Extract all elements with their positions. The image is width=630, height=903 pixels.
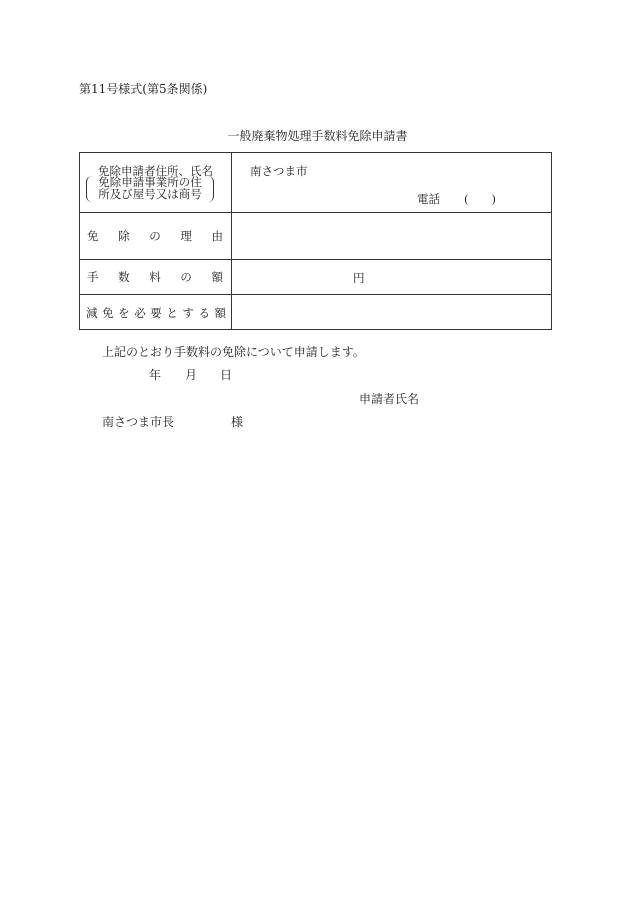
reduction-label-char: る (198, 305, 210, 320)
reduction-label-char: と (166, 305, 178, 320)
applicant-name-label: 申請者氏名 (359, 392, 420, 406)
document-title: 一般廃棄物処理手数料免除申請書 (227, 129, 408, 143)
phone-parentheses: ( ) (464, 192, 496, 206)
reduction-label (80, 295, 231, 330)
fee-label-char: 料 (149, 270, 161, 284)
honorific: 様 (231, 415, 244, 429)
date-year: 年 (149, 368, 162, 382)
phone-label: 電話 (417, 192, 440, 206)
application-form-table (79, 152, 552, 330)
addressee: 南さつま市長 (102, 415, 175, 429)
fee-label (80, 260, 231, 294)
reduction-label-char: 減 (86, 305, 98, 320)
reduction-label-char: す (182, 305, 194, 320)
reason-label-char: 除 (118, 229, 130, 243)
reason-label-char: の (149, 229, 161, 243)
applicant-label-main: 免除申請者住所、氏名 (98, 164, 213, 178)
reduction-label-char: 額 (214, 305, 226, 320)
application-statement: 上記のとおり手数料の免除について申請します。 (102, 345, 365, 359)
reduction-label-cell (80, 295, 231, 330)
fee-label-char: 数 (118, 270, 130, 284)
reduction-label-char: 免 (102, 305, 114, 320)
reason-label-cell (80, 213, 231, 259)
reduction-label-char: 要 (150, 305, 162, 320)
fee-label-char: の (180, 270, 192, 284)
reason-label-char: 理 (180, 229, 192, 243)
applicant-label-bracket (86, 176, 214, 202)
reduction-label-char: 必 (134, 305, 146, 320)
reduction-label-char: を (118, 305, 130, 320)
fee-label-cell (80, 260, 231, 294)
fee-label-char: 手 (87, 270, 99, 284)
fee-label-char: 額 (211, 270, 223, 284)
applicant-label-cell (80, 153, 231, 212)
reason-label-char: 由 (211, 229, 223, 243)
date-month: 月 (185, 368, 198, 382)
column-divider (231, 153, 232, 329)
date-day: 日 (220, 368, 233, 382)
fee-unit: 円 (353, 271, 365, 285)
reason-label-char: 免 (87, 229, 99, 243)
applicant-label-bracket-line1: 免除申請事業所の住 (98, 175, 202, 189)
applicant-label-bracket-line2: 所及び屋号又は商号 (98, 187, 202, 201)
applicant-address-value: 南さつま市 (250, 164, 308, 178)
form-number: 第11号様式(第5条関係) (79, 82, 208, 96)
reason-label (80, 213, 231, 259)
